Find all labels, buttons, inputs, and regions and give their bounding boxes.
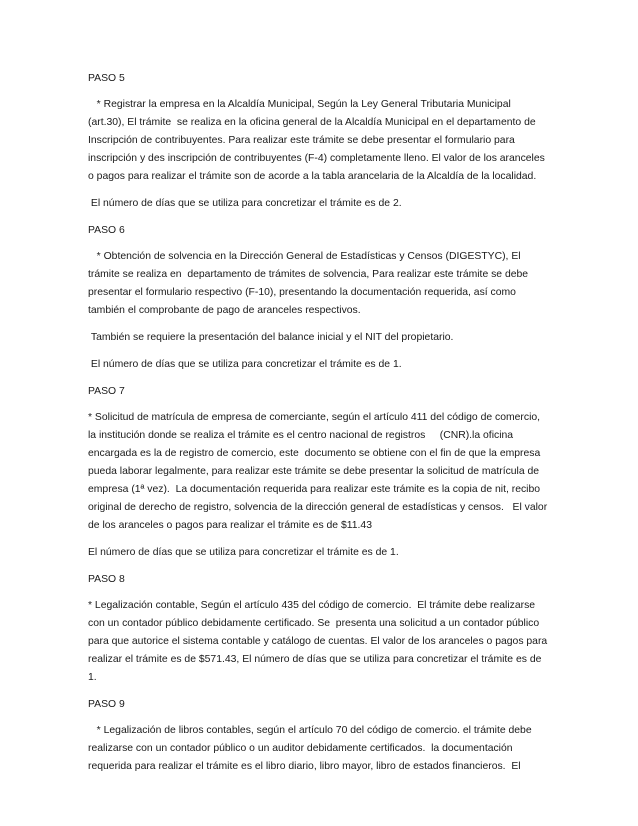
step-9-body: * Legalización de libros contables, según el artículo 70 del código de comercio. el trámite debe realizarse con un contador público o un auditor debidamente certificados. la documentación requerida para realizar el trámite es el libro diario, libro mayor, libro de estados financieros. El — [88, 725, 535, 772]
step-8-heading: PASO 8 — [88, 574, 125, 585]
step-7-days: El número de días que se utiliza para concretizar el trámite es de 1. — [88, 547, 399, 558]
step-9-heading: PASO 9 — [88, 699, 125, 710]
step-5-days: El número de días que se utiliza para concretizar el trámite es de 2. — [88, 198, 402, 209]
step-7-body: * Solicitud de matrícula de empresa de comerciante, según el artículo 411 del código de comercio, la institución donde se realiza el trámite es el centro nacional de registros (CNR).la oficina encargada es la de registro de comercio, este documento se obtiene con el fin de que la empresa pueda laborar legalmente, para realizar este trámite se debe presentar la solicitud de matrícula de empresa (1ª vez). La documentación requerida para realizar este trámite es la copia de nit, recibo original de derecho de registro, solvencia de la dirección general de estadísticas y censos. El valor de los aranceles o pagos para realizar el trámite es de $11.43 — [88, 412, 551, 531]
step-6-days: El número de días que se utiliza para concretizar el trámite es de 1. — [88, 359, 402, 370]
step-5-body: * Registrar la empresa en la Alcaldía Municipal, Según la Ley General Tributaria Municipal (art.30), El trámite se realiza en la oficina general de la Alcaldía Municipal en el departamento de Inscripción de contribuyentes. Para realizar este trámite se debe presentar el formulario para inscripción y des inscripción de contribuyentes (F-4) completamente lleno. El valor de los aranceles o pagos para realizar el trámite son de acorde a la tabla arancelaria de la Alcaldía de la localidad. — [88, 99, 548, 182]
step-7-heading: PASO 7 — [88, 386, 125, 397]
step-6-body: * Obtención de solvencia en la Dirección General de Estadísticas y Censos (DIGESTYC), El trámite se realiza en departamento de trámites de solvencia, Para realizar este trámite se debe presentar el formulario respectivo (F-10), presentando la documentación requerida, así como también el comprobante de pago de aranceles respectivos. — [88, 251, 531, 316]
step-6-heading: PASO 6 — [88, 225, 125, 236]
step-8-body: * Legalización contable, Según el artículo 435 del código de comercio. El trámite debe realizarse con un contador público debidamente certificado. Se presenta una solicitud a un contador público para que autorice el sistema contable y catálogo de cuentas. El valor de los aranceles o pagos para realizar el trámite es de $571.43, El número de días que se utiliza para concretizar el trámite es de 1. — [88, 600, 551, 683]
document-body — [88, 70, 550, 785]
step-6-requirements: También se requiere la presentación del balance inicial y el NIT del propietario. — [88, 332, 454, 343]
step-5-heading: PASO 5 — [88, 73, 125, 84]
